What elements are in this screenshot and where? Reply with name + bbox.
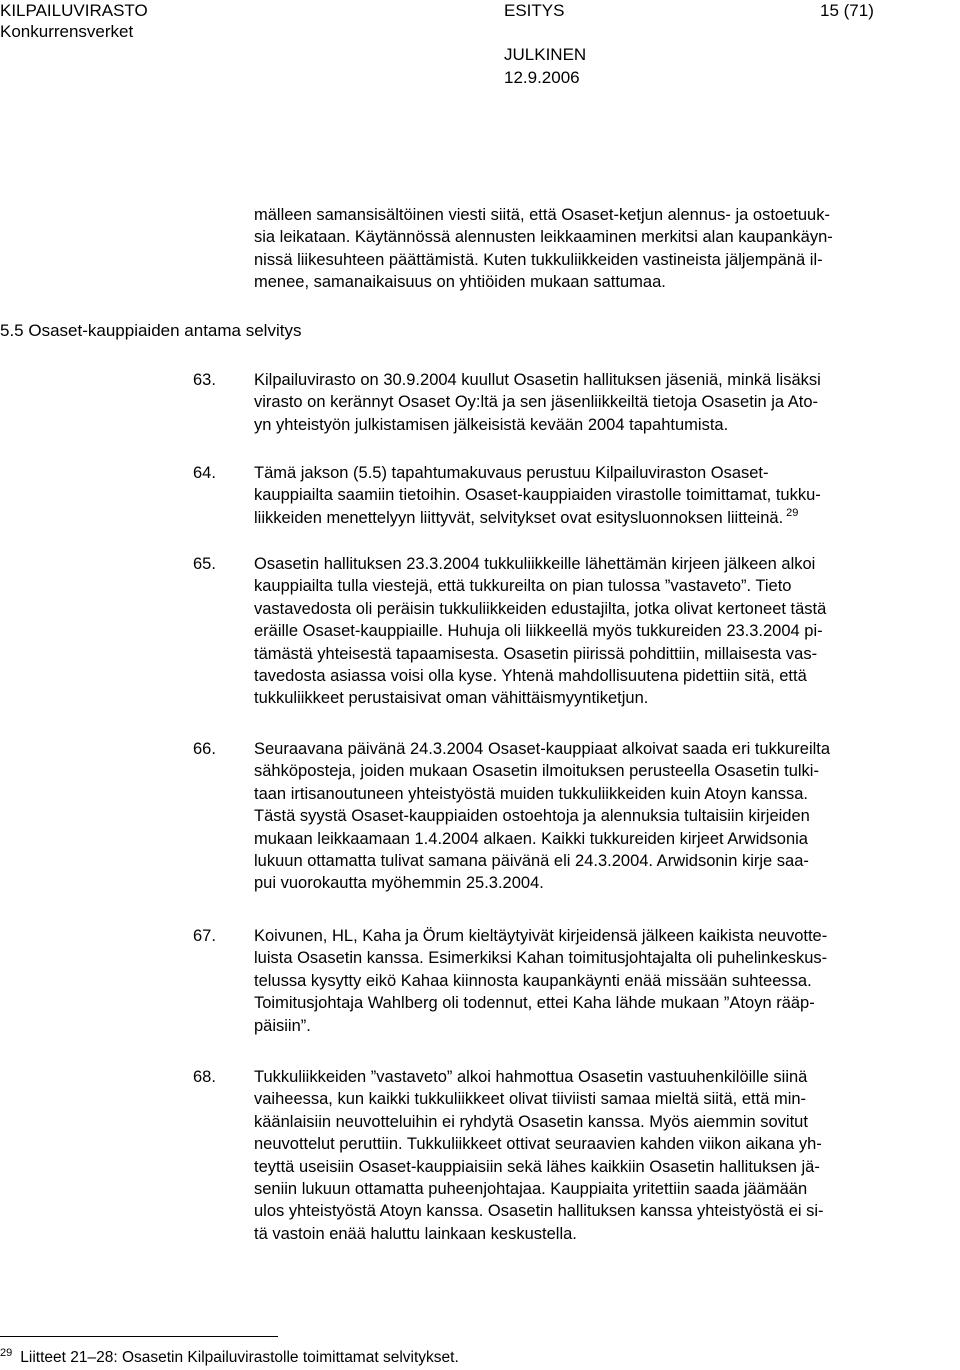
text-line-content: liikkeiden menettelyyn liittyvät, selvitykset ovat esitysluonnoksen liitteinä.: [254, 508, 784, 527]
text-line: Kilpailuvirasto on 30.9.2004 kuullut Osasetin hallituksen jäseniä, minkä lisäksi: [254, 371, 821, 389]
text-line: mälleen samansisältöinen viesti siitä, että Osaset-ketjun alennus- ja ostoetuuk-: [254, 206, 830, 224]
footnote-number: 29: [0, 1346, 13, 1359]
text-line: Koivunen, HL, Kaha ja Örum kieltäytyivät kirjeidensä jälkeen kaikista neuvotte-: [254, 927, 828, 945]
paragraph-number: 67.: [193, 927, 216, 945]
footnote-text: Liitteet 21–28: Osasetin Kilpailuvirastolle toimittamat selvitykset.: [20, 1349, 459, 1366]
doc-type: ESITYS: [504, 1, 565, 20]
text-line: käänlaisiin neuvotteluihin ei ryhdytä Osasetin kanssa. Myös aiemmin sovitut: [254, 1112, 808, 1131]
text-line: Tästä syystä Osaset-kauppiaiden ostoehtoja ja alennuksia tultaisiin kirjeiden: [254, 807, 810, 826]
footnote-reference: 29: [786, 507, 799, 520]
text-line: Tämä jakson (5.5) tapahtumakuvaus perustuu Kilpailuviraston Osaset-: [254, 464, 769, 482]
text-line: Osasetin hallituksen 23.3.2004 tukkuliikkeille lähettämän kirjeen jälkeen alkoi: [254, 555, 816, 573]
text-line: tukkuliikkeet perustaisivat oman vähittäismyyntiketjun.: [254, 689, 649, 708]
text-line: pui vuorokautta myöhemmin 25.3.2004.: [254, 874, 544, 893]
page-number: 15 (71): [820, 1, 874, 20]
text-line: Toimitusjohtaja Wahlberg oli todennut, ettei Kaha lähde mukaan ”Atoyn rääp-: [254, 994, 815, 1013]
text-line: virasto on kerännyt Osaset Oy:ltä ja sen jäsenliikkeiltä tietoja Osasetin ja Ato-: [254, 393, 819, 412]
footnote-separator: [0, 1336, 278, 1337]
paragraph-66: [254, 738, 960, 895]
text-line: teyttä useisiin Osaset-kauppiaisiin sekä lähes kaikkiin Osasetin hallituksen jä-: [254, 1157, 820, 1176]
paragraph-number: 66.: [193, 740, 216, 758]
paragraph-67: [254, 925, 960, 1037]
text-line: tä vastoin enää haluttu lainkaan keskustella.: [254, 1224, 577, 1243]
paragraph-68: [254, 1066, 960, 1245]
text-line: kauppiailta saamiin tietoihin. Osaset-kauppiaiden virastolle toimittamat, tukku-: [254, 486, 821, 505]
paragraph-number: 65.: [193, 555, 216, 573]
paragraph-65: [254, 553, 960, 710]
text-line: taan irtisanoutuneen yhteistyöstä muiden tukkuliikkeiden kuin Atoyn kanssa.: [254, 784, 808, 803]
text-line: tavedosta asiassa voisi olla kyse. Yhtenä mahdollisuutena pidettiin sitä, että: [254, 667, 807, 686]
text-line: vastavedosta oli peräisin tukkuliikkeiden edustajilta, jotka olivat kertoneet tästä: [254, 599, 827, 618]
text-line: seniin lukuun ottamatta puheenjohtajaa. Kauppiaita yritettiin saada jäämään: [254, 1180, 808, 1199]
text-line: ulos yhteistyöstä Atoyn kanssa. Osasetin hallituksen kanssa yhteistyöstä ei si-: [254, 1202, 824, 1221]
text-line: yn yhteistyön julkistamisen jälkeisistä kevään 2004 tapahtumista.: [254, 415, 729, 434]
text-line: luista Osasetin kanssa. Esimerkiksi Kahan toimitusjohtajalta oli puhelinkeskus-: [254, 949, 828, 968]
text-line: eräille Osaset-kauppiaille. Huhuja oli liikkeellä myös tukkureiden 23.3.2004 pi-: [254, 622, 823, 641]
text-line: Tukkuliikkeiden ”vastaveto” alkoi hahmottua Osasetin vastuuhenkilöille siinä: [254, 1068, 808, 1086]
paragraph-63: [254, 369, 960, 436]
section-heading: 5.5 Osaset-kauppiaiden antama selvitys: [0, 321, 302, 340]
intro-paragraph: [254, 204, 960, 294]
text-line: tämästä yhteisestä tapaamisesta. Osasetin piirissä pohdittiin, millaisesta vas-: [254, 644, 818, 663]
paragraph-64: [254, 462, 960, 529]
paragraph-number: 64.: [193, 464, 216, 482]
org-name-fi: KILPAILUVIRASTO: [0, 1, 148, 20]
org-name-sv: Konkurrensverket: [0, 22, 134, 41]
text-line: telussa kysytty eikö Kahaa kiinnosta kaupankäynti enää missään suhteessa.: [254, 971, 812, 990]
paragraph-number: 63.: [193, 371, 216, 389]
text-line: sia leikataan. Käytännössä alennusten leikkaaminen merkitsi alan kaupankäyn-: [254, 228, 833, 247]
text-line: mukaan leikkaamaan 1.4.2004 alkaen. Kaikki tukkureiden kirjeet Arwidsonia: [254, 829, 808, 848]
text-line: nissä liikesuhteen päättämistä. Kuten tukkuliikkeiden vastineista jäljempänä il-: [254, 250, 823, 269]
text-line: vaiheessa, kun kaikki tukkuliikkeet olivat tiiviisti samaa mieltä siitä, että min-: [254, 1090, 807, 1109]
text-line: [254, 507, 960, 529]
text-line: menee, samanaikaisuus on yhtiöiden mukaan sattumaa.: [254, 273, 666, 292]
document-date: 12.9.2006: [504, 68, 580, 87]
text-line: neuvottelut peruttiin. Tukkuliikkeet ottivat seuraavien kahden viikon aikana yh-: [254, 1135, 822, 1154]
classification: JULKINEN: [504, 45, 587, 64]
text-line: Seuraavana päivänä 24.3.2004 Osaset-kauppiaat alkoivat saada eri tukkureilta: [254, 740, 831, 758]
text-line: lukuun ottamatta tulivat samana päivänä eli 24.3.2004. Arwidsonin kirje saa-: [254, 852, 809, 871]
text-line: sähköposteja, joiden mukaan Osasetin ilmoituksen perusteella Osasetin tulki-: [254, 762, 819, 781]
footnote: [0, 1348, 459, 1368]
text-line: kauppiailta tulla viestejä, että tukkureilta on pian tulossa ”vastaveto”. Tieto: [254, 577, 792, 596]
paragraph-number: 68.: [193, 1068, 216, 1086]
text-line: päisiin”.: [254, 1016, 311, 1035]
